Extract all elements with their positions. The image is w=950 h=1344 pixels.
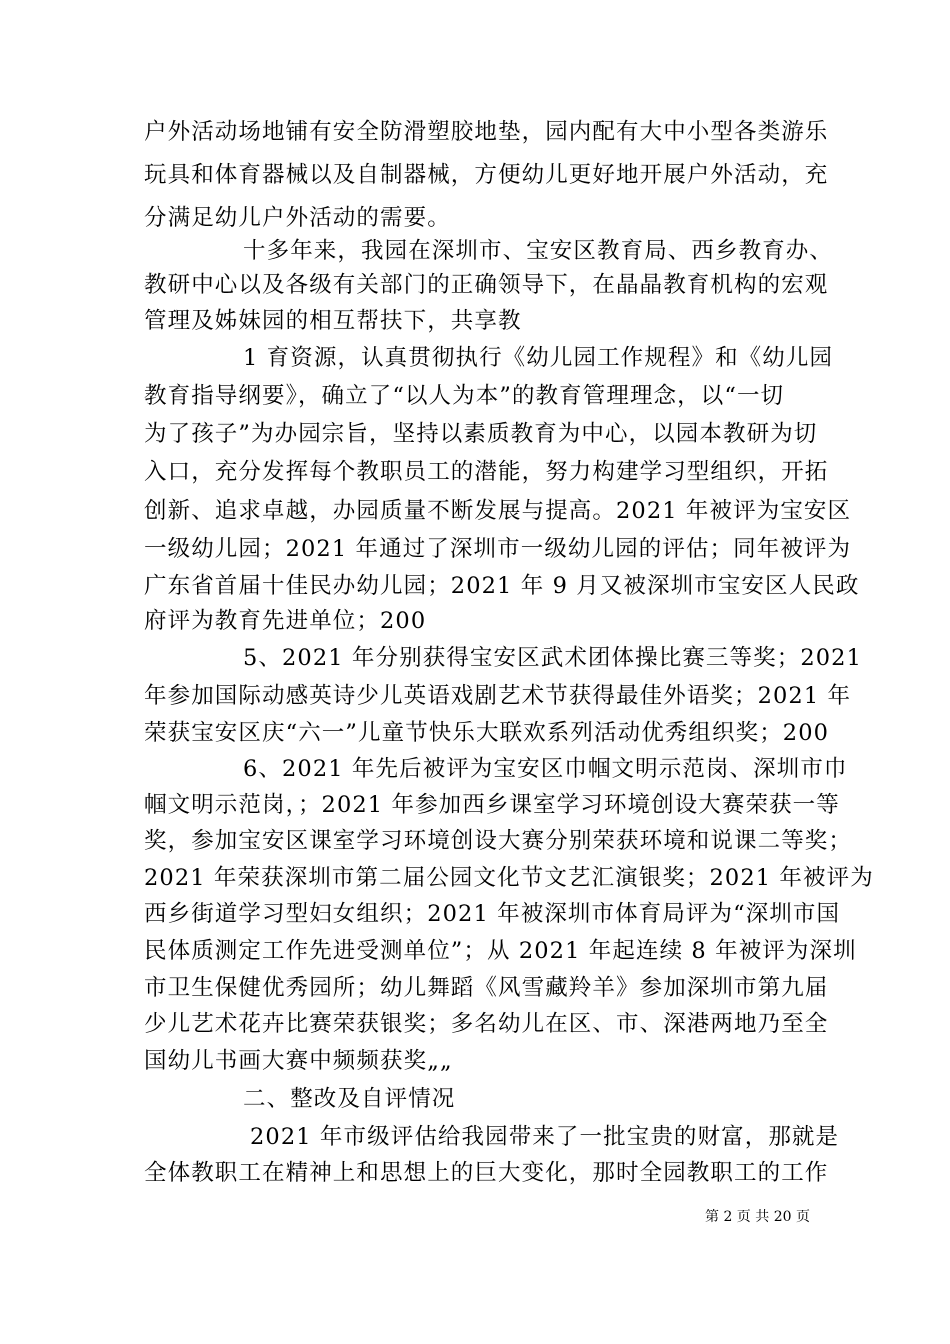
text-line: 荣获宝安区庆“六一”儿童节快乐大联欢系列活动优秀组织奖；200 [144,720,830,746]
paragraph-first-line: 5、2021 年分别获得宝安区武术团体操比赛三等奖；2021 [243,645,862,671]
text-line: 民体质测定工作先进受测单位”；从 2021 年起连续 8 年被评为深圳 [144,938,857,964]
text-line: 西乡街道学习型妇女组织；2021 年被深圳市体育局评为“深圳市国 [144,901,841,927]
text-line: 广东省首届十佳民办幼儿园；2021 年 9 月又被深圳市宝安区人民政 [144,573,860,599]
paragraph-first-line: 2021 年市级评估给我园带来了一批宝贵的财富，那就是 [250,1124,840,1150]
text-line: 府评为教育先进单位；200 [144,608,427,634]
text-line: 教育指导纲要》，确立了“以人为本”的教育管理理念，以“一切 [144,383,785,409]
text-line: 全体教职工在精神上和思想上的巨大变化，那时全园教职工的工作 [144,1160,829,1186]
text-line: 国幼儿书画大赛中频频获奖„„ [144,1048,453,1074]
text-line: 年参加国际动感英诗少儿英语戏剧艺术节获得最佳外语奖；2021 年 [144,683,852,709]
text-line: 少儿艺术花卉比赛荣获银奖；多名幼儿在区、市、深港两地乃至全 [144,1011,829,1037]
page-number-footer: 第 2 页 共 20 页 [705,1209,810,1225]
text-line: 奖，参加宝安区课室学习环境创设大赛分别荣获环境和说课二等奖； [144,828,853,854]
text-line: 管理及姊妹园的相互帮扶下，共享教 [144,308,522,334]
paragraph-first-line: 1 育资源，认真贯彻执行《幼儿园工作规程》和《幼儿园 [243,345,834,371]
text-line: 为了孩子”为办园宗旨，坚持以素质教育为中心，以园本教研为切 [144,421,818,447]
text-line: 一级幼儿园；2021 年通过了深圳市一级幼儿园的评估；同年被评为 [144,536,852,562]
text-line: 分满足幼儿户外活动的需要。 [144,205,451,231]
text-line: 帼文明示范岗，；2021 年参加西乡课室学习环境创设大赛荣获一等 [144,792,840,818]
paragraph-first-line: 6、2021 年先后被评为宝安区巾帼文明示范岗、深圳市巾 [243,756,848,782]
text-line: 入口，充分发挥每个教职员工的潜能，努力构建学习型组织，开拓 [144,459,829,485]
section-heading: 二、整改及自评情况 [243,1086,456,1112]
text-line: 户外活动场地铺有安全防滑塑胶地垫，园内配有大中小型各类游乐 [144,119,829,145]
text-line: 2021 年荣获深圳市第二届公园文化节文艺汇演银奖；2021 年被评为 [144,865,874,891]
text-line: 创新、追求卓越，办园质量不断发展与提高。2021 年被评为宝安区 [144,498,852,524]
text-line: 玩具和体育器械以及自制器械，方便幼儿更好地开展户外活动，充 [144,162,829,188]
text-line: 教研中心以及各级有关部门的正确领导下，在晶晶教育机构的宏观 [144,272,829,298]
paragraph-first-line: 十多年来，我园在深圳市、宝安区教育局、西乡教育办、 [243,238,834,264]
text-line: 市卫生保健优秀园所；幼儿舞蹈《风雪藏羚羊》参加深圳市第九届 [144,975,829,1001]
